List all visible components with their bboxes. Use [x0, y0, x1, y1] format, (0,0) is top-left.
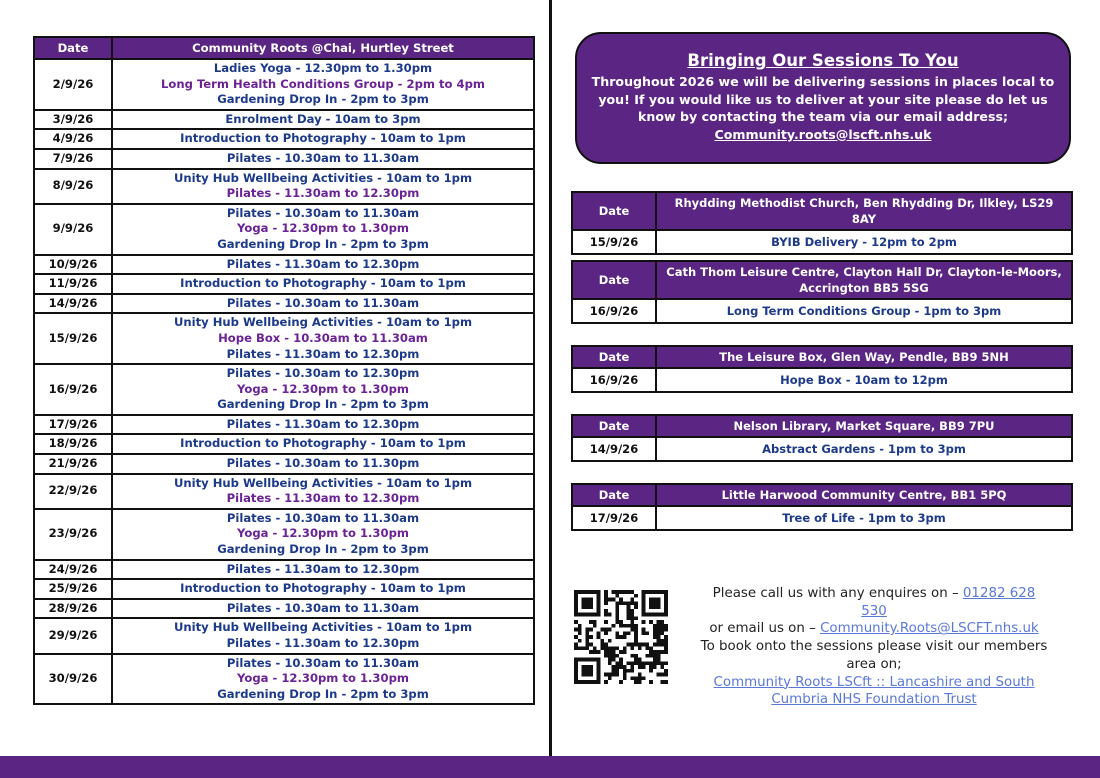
schedule-row	[34, 454, 534, 474]
schedule-date: 29/9/26	[34, 618, 112, 653]
schedule-date: 17/9/26	[34, 415, 112, 435]
schedule-row	[34, 59, 534, 110]
schedule-row	[34, 618, 534, 653]
schedule-sessions	[112, 204, 534, 255]
schedule-row	[34, 474, 534, 509]
session-item: Gardening Drop In - 2pm to 3pm	[217, 542, 429, 557]
schedule-date: 16/9/26	[34, 364, 112, 415]
call-prefix: Please call us with any enquires on –	[712, 586, 963, 601]
members-area-link[interactable]: Community Roots LSCft :: Lancashire and South Cumbria NHS Foundation Trust	[713, 674, 1035, 708]
schedule-sessions	[112, 415, 534, 435]
schedule-row	[34, 415, 534, 435]
schedule-sessions	[112, 364, 534, 415]
schedule-row	[34, 434, 534, 454]
schedule-date: 18/9/26	[34, 434, 112, 454]
schedule-sessions	[112, 59, 534, 110]
schedule-sessions	[112, 294, 534, 314]
venue-date-header: Date	[572, 192, 656, 230]
schedule-sessions	[112, 110, 534, 130]
schedule-row	[34, 204, 534, 255]
venue-name: Cath Thom Leisure Centre, Clayton Hall Dr, Clayton-le-Moors, Accrington BB5 5SG	[656, 261, 1072, 299]
schedule-row	[34, 110, 534, 130]
venue-header-row	[572, 484, 1072, 506]
session-item: Hope Box - 10.30am to 11.30am	[218, 330, 428, 345]
schedule-date: 7/9/26	[34, 149, 112, 169]
email-prefix: or email us on –	[709, 621, 821, 637]
session-item: Pilates - 10.30am to 11.30am	[226, 150, 420, 165]
schedule-sessions	[112, 255, 534, 275]
session-item: Pilates - 10.30am to 11.30pm	[226, 456, 420, 471]
session-item: Gardening Drop In - 2pm to 3pm	[217, 397, 429, 412]
session-item: Long Term Health Conditions Group - 2pm to 4pm	[161, 76, 485, 91]
schedule-venue-header: Community Roots @Chai, Hurtley Street	[112, 37, 534, 59]
venue-table	[571, 191, 1073, 255]
session-item: Pilates - 11.30am to 12.30pm	[226, 186, 420, 201]
schedule-row	[34, 364, 534, 415]
schedule-sessions	[112, 654, 534, 705]
email-link[interactable]: Community.Roots@LSCFT.nhs.uk	[820, 621, 1039, 637]
schedule-sessions	[112, 313, 534, 364]
session-item: Unity Hub Wellbeing Activities - 10am to 1pm	[173, 475, 473, 490]
schedule-sessions	[112, 618, 534, 653]
session-item: Introduction to Photography - 10am to 1pm	[180, 436, 466, 451]
session-item: Introduction to Photography - 10am to 1pm	[180, 581, 466, 596]
schedule-date: 14/9/26	[34, 294, 112, 314]
session-item: Pilates - 10.30am to 11.30am	[226, 205, 420, 220]
venue-header-row	[572, 261, 1072, 299]
schedule-row	[34, 169, 534, 204]
schedule-date: 15/9/26	[34, 313, 112, 364]
session-item: Pilates - 11.30am to 12.30pm	[226, 256, 420, 271]
venue-row	[572, 437, 1072, 461]
page-divider	[549, 0, 552, 778]
schedule-date: 3/9/26	[34, 110, 112, 130]
venue-name: Nelson Library, Market Square, BB9 7PU	[656, 415, 1072, 437]
session-item: Ladies Yoga - 12.30pm to 1.30pm	[213, 61, 433, 75]
session-item: Pilates - 10.30am to 12.30pm	[226, 366, 420, 381]
banner-email-link[interactable]: Community.roots@lscft.nhs.uk	[714, 126, 932, 142]
schedule-row	[34, 560, 534, 580]
schedule-date: 9/9/26	[34, 204, 112, 255]
venue-table	[571, 260, 1073, 324]
schedule-date: 25/9/26	[34, 579, 112, 599]
qr-code-icon[interactable]	[574, 590, 668, 684]
session-item: Pilates - 11.30am to 12.30pm	[226, 416, 420, 431]
schedule-sessions	[112, 560, 534, 580]
session-item: Pilates - 10.30am to 11.30am	[226, 655, 420, 670]
venue-date: 17/9/26	[572, 506, 656, 530]
book-text: To book onto the sessions please visit our members area on;	[700, 639, 1048, 672]
venue-date-header: Date	[572, 261, 656, 299]
schedule-date: 21/9/26	[34, 454, 112, 474]
venue-date: 14/9/26	[572, 437, 656, 461]
schedule-sessions	[112, 474, 534, 509]
venue-session: Abstract Gardens - 1pm to 3pm	[656, 437, 1072, 461]
schedule-sessions	[112, 434, 534, 454]
venue-table	[571, 345, 1073, 393]
schedule-row	[34, 149, 534, 169]
session-item: Pilates - 11.30am to 12.30pm	[226, 636, 420, 650]
venue-name: The Leisure Box, Glen Way, Pendle, BB9 5NH	[656, 346, 1072, 368]
schedule-sessions	[112, 129, 534, 149]
session-item: Yoga - 12.30pm to 1.30pm	[237, 671, 409, 686]
schedule-sessions	[112, 579, 534, 599]
venue-date-header: Date	[572, 346, 656, 368]
schedule-row	[34, 509, 534, 560]
contact-call-line	[700, 585, 1048, 620]
schedule-date: 8/9/26	[34, 169, 112, 204]
session-item: Pilates - 11.30am to 12.30pm	[226, 491, 420, 506]
banner-text: Throughout 2026 we will be delivering sessions in places local to you! If you would like us to deliver at your site please do let us know by contacting the team via our email address;	[591, 74, 1055, 125]
venue-header-row	[572, 192, 1072, 230]
schedule-sessions	[112, 149, 534, 169]
venue-row	[572, 368, 1072, 392]
schedule-date-header: Date	[34, 37, 112, 59]
venue-date: 16/9/26	[572, 368, 656, 392]
phone-link[interactable]: 01282 628 530	[861, 586, 1036, 619]
schedule-row	[34, 294, 534, 314]
schedule-sessions	[112, 509, 534, 560]
schedule-header-row	[34, 37, 534, 59]
schedule-date: 28/9/26	[34, 599, 112, 619]
schedule-date: 22/9/26	[34, 474, 112, 509]
session-item: Gardening Drop In - 2pm to 3pm	[217, 686, 429, 701]
venue-session: Long Term Conditions Group - 1pm to 3pm	[656, 299, 1072, 323]
venue-session: Tree of Life - 1pm to 3pm	[656, 506, 1072, 530]
session-item: Gardening Drop In - 2pm to 3pm	[217, 236, 429, 251]
banner-title: Bringing Our Sessions To You	[687, 51, 959, 70]
venue-row	[572, 299, 1072, 323]
schedule-row	[34, 579, 534, 599]
session-item: Yoga - 12.30pm to 1.30pm	[237, 381, 409, 396]
schedule-row	[34, 313, 534, 364]
schedule-date: 30/9/26	[34, 654, 112, 705]
session-item: Pilates - 11.30am to 12.30pm	[226, 346, 420, 361]
schedule-sessions	[112, 169, 534, 204]
venue-row	[572, 506, 1072, 530]
venue-name: Rhydding Methodist Church, Ben Rhydding Dr, Ilkley, LS29 8AY	[656, 192, 1072, 230]
schedule-row	[34, 599, 534, 619]
session-item: Pilates - 11.30am to 12.30pm	[226, 561, 420, 576]
venue-table	[571, 414, 1073, 462]
schedule-table	[33, 36, 535, 705]
session-item: Introduction to Photography - 10am to 1pm	[180, 131, 466, 146]
schedule-date: 24/9/26	[34, 560, 112, 580]
schedule-sessions	[112, 274, 534, 294]
sessions-banner	[575, 32, 1071, 164]
session-item: Enrolment Day - 10am to 3pm	[225, 111, 421, 126]
session-item: Pilates - 10.30am to 11.30am	[226, 295, 420, 310]
contact-email-line	[700, 620, 1048, 638]
session-item: Unity Hub Wellbeing Activities - 10am to 1pm	[173, 315, 473, 330]
venue-date: 15/9/26	[572, 230, 656, 254]
venue-session: Hope Box - 10am to 12pm	[656, 368, 1072, 392]
session-item: Unity Hub Wellbeing Activities - 10am to 1pm	[173, 170, 473, 185]
footer-bar	[0, 756, 1100, 778]
venue-date-header: Date	[572, 484, 656, 506]
venue-header-row	[572, 346, 1072, 368]
contact-info	[700, 585, 1048, 709]
schedule-date: 11/9/26	[34, 274, 112, 294]
schedule-date: 23/9/26	[34, 509, 112, 560]
schedule-date: 10/9/26	[34, 255, 112, 275]
venue-table	[571, 483, 1073, 531]
schedule-row	[34, 274, 534, 294]
schedule-sessions	[112, 454, 534, 474]
venue-header-row	[572, 415, 1072, 437]
venue-date: 16/9/26	[572, 299, 656, 323]
venue-row	[572, 230, 1072, 254]
schedule-body	[34, 59, 534, 704]
session-item: Unity Hub Wellbeing Activities - 10am to 1pm	[173, 620, 473, 635]
session-item: Introduction to Photography - 10am to 1pm	[180, 276, 466, 291]
schedule-sessions	[112, 599, 534, 619]
session-item: Yoga - 12.30pm to 1.30pm	[237, 526, 409, 541]
session-item: Yoga - 12.30pm to 1.30pm	[237, 221, 409, 236]
session-item: Pilates - 10.30am to 11.30am	[226, 600, 420, 615]
session-item: Pilates - 10.30am to 11.30am	[226, 510, 420, 525]
schedule-row	[34, 654, 534, 705]
venue-date-header: Date	[572, 415, 656, 437]
session-item: Gardening Drop In - 2pm to 3pm	[217, 92, 429, 107]
schedule-row	[34, 255, 534, 275]
schedule-date: 2/9/26	[34, 59, 112, 110]
venue-session: BYIB Delivery - 12pm to 2pm	[656, 230, 1072, 254]
schedule-row	[34, 129, 534, 149]
venue-name: Little Harwood Community Centre, BB1 5PQ	[656, 484, 1072, 506]
schedule-date: 4/9/26	[34, 129, 112, 149]
